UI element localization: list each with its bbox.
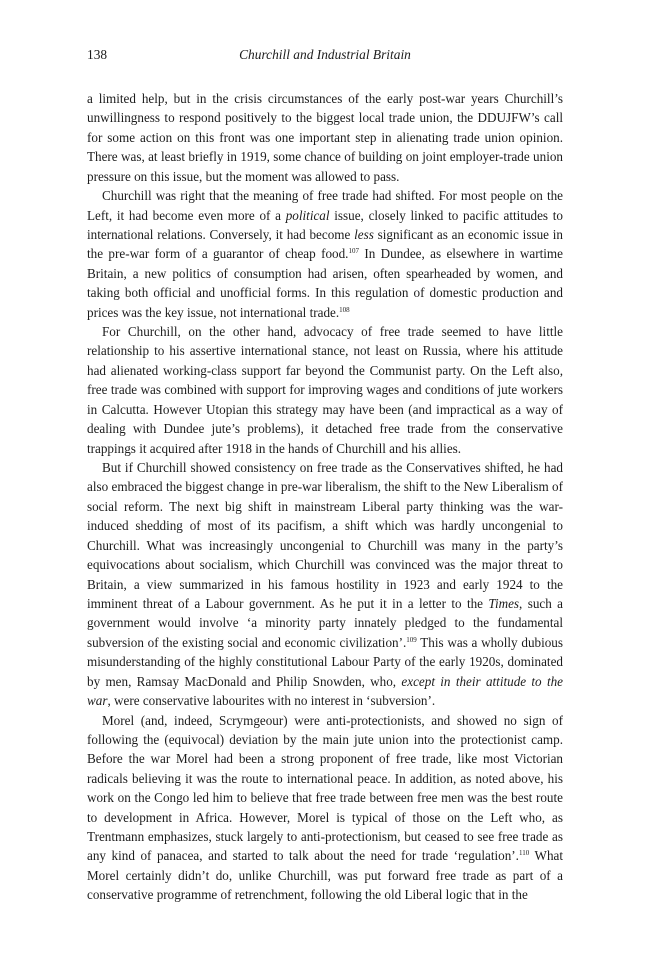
text-run: issue, closely linked to pacific attitudes to international relations. Conversely, it had become xyxy=(87,207,564,242)
body-text xyxy=(87,89,563,905)
text-run: a limited help, but in the crisis circumstances of the early post-war years Churchill’s unwillingness to respond positively to the biggest local trade union, the DDUJFW’s call for some action on this front was one important step in alienating trade union opinion. There was, at least briefly in 1919, some chance of building on joint employer-trade union pressure on this issue, but the moment was allowed to pass. xyxy=(87,91,563,184)
text-run: For Churchill, on the other hand, advocacy of free trade seemed to have little relationship to his assertive international stance, not least on Russia, where his attitude had alienated working-class support far beyond the Communist party. On the Left also, free trade was combined with support for improving wages and conditions of jute workers in Calcutta. However Utopian this strategy may have been (and impractical as a way of dealing with Dundee jute’s problems), it detached free trade from the conservative trappings it acquired after 1918 in the hands of Churchill and his allies. xyxy=(87,324,563,456)
page-number: 138 xyxy=(87,47,108,62)
footnote-ref: 110 xyxy=(518,849,530,858)
paragraph xyxy=(87,458,563,710)
running-title: Churchill and Industrial Britain xyxy=(239,47,411,62)
footnote-ref: 108 xyxy=(339,305,350,314)
text-run: Morel (and, indeed, Scrymgeour) were anti-protectionists, and showed no sign of following the (equivocal) deviation by the main jute union into the protectionist camp. Before the war Morel had been a strong proponent of free trade, like most Victorian radicals believing it was the route to international peace. In addition, as noted above, his work on the Congo led him to believe that free trade between free men was the best route to development in Africa. However, Morel is typical of those on the Left who, as Trentmann emphasizes, stuck largely to anti-protectionism, but ceased to see free trade as any kind of panacea, and started to talk about the need for trade ‘regulation’. xyxy=(87,712,563,864)
running-head xyxy=(87,46,563,64)
text-run: In Dundee, as elsewhere in wartime Britain, a new politics of consumption had arisen, often spearheaded by women, and taking both official and unofficial forms. In this regulation of domestic production and prices was the key issue, not international trade. xyxy=(87,246,563,320)
text-run: But if Churchill showed consistency on free trade as the Conservatives shifted, he had also embraced the biggest change in pre-war liberalism, the shift to the New Liberalism of social reform. The next big shift in mainstream Liberal party thinking was the war-induced shedding of most of its pacifism, a shift which was hardly uncongenial to Churchill. What was increasingly uncongenial to Churchill was many in the party’s equivocations about socialism, which Churchill was convinced was the major threat to Britain, a view summarized in his famous hostility in 1923 and early 1924 to the imminent threat of a Labour government. As he put it in a letter to the xyxy=(87,460,563,611)
italic-text: except in their attitude to the war xyxy=(87,673,563,709)
italic-text: Times xyxy=(488,595,520,611)
italic-text: less xyxy=(354,226,374,242)
footnote-ref: 107 xyxy=(348,247,359,256)
text-run: Churchill was right that the meaning of free trade had shifted. For most people on the Left, it had become even more of a xyxy=(87,188,563,223)
paragraph xyxy=(87,322,563,458)
italic-text: political xyxy=(285,207,330,223)
text-run: This was a wholly dubious misunderstanding of the highly constitutional Labour Party of the early 1920s, dominated by men, Ramsay MacDonald and Philip Snowden, who, xyxy=(87,634,563,689)
paragraph xyxy=(87,186,563,322)
text-run: What Morel certainly didn’t do, unlike Churchill, was put forward free trade as part of a conservative programme of retrenchment, following the old Liberal logic that in the xyxy=(87,848,563,903)
text-run: , were conservative labourites with no interest in ‘subversion’. xyxy=(107,693,436,709)
text-run: , such a government would involve ‘a minority party innately pledged to the fundamental subversion of the existing social and economic civilization’. xyxy=(87,595,564,650)
text-run: significant as an economic issue in the pre-war form of a guarantor of cheap food. xyxy=(87,226,563,262)
paragraph xyxy=(87,89,563,186)
footnote-ref: 109 xyxy=(406,635,417,644)
paragraph xyxy=(87,711,563,905)
